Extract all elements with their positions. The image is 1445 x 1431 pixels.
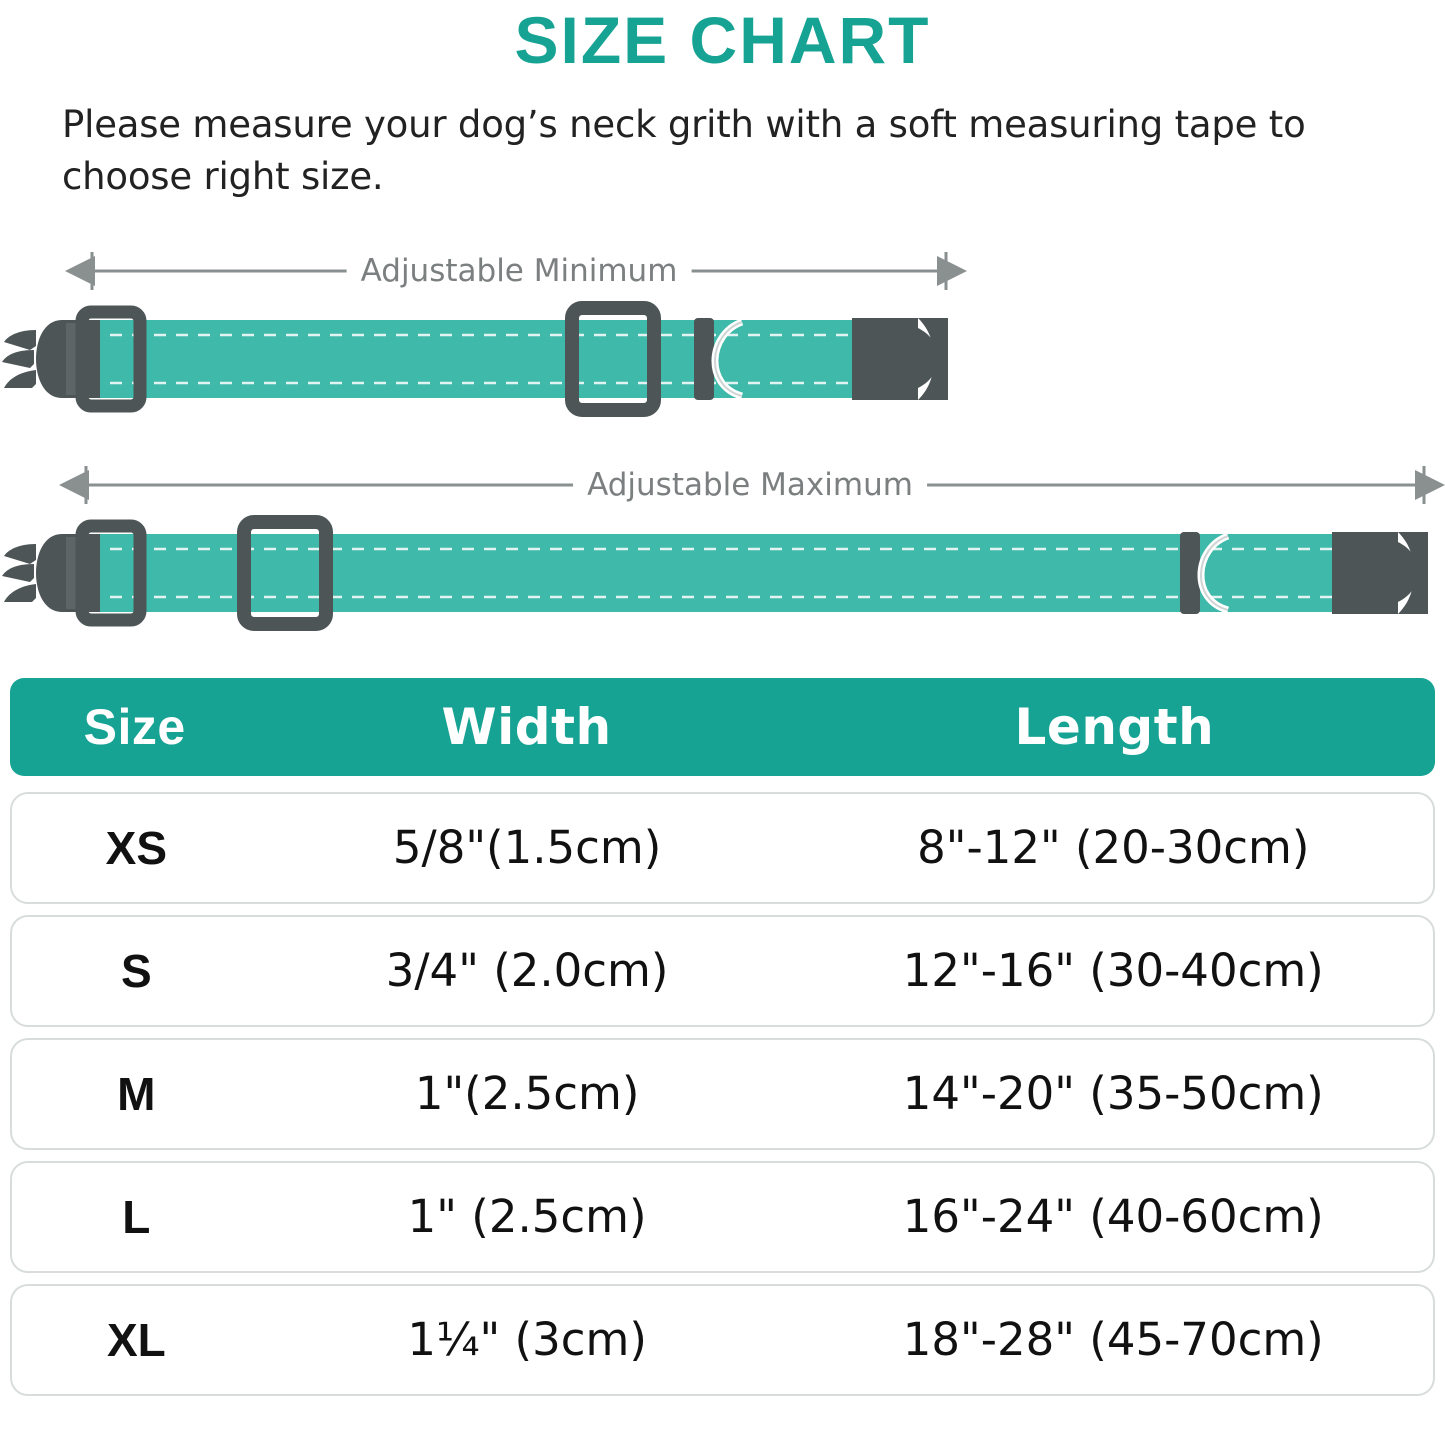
column-header-width: Width [441,697,612,756]
table-row [10,1284,1435,1396]
page-title: SIZE CHART [514,3,931,77]
collar-maximum [2,522,1428,624]
column-header-size: Size [83,698,186,755]
keeper-loop-max [1180,532,1200,614]
label-adjustable-minimum: Adjustable Minimum [347,253,692,289]
buckle-right-max [1332,532,1428,614]
cell-size: XS [105,821,168,874]
cell-length: 18"-28" (45-70cm) [902,1313,1324,1367]
cell-width: 1¼" (3cm) [407,1313,647,1367]
collar-diagrams [0,238,1445,668]
cell-size: XL [106,1313,166,1366]
table-row [10,1161,1435,1273]
table-row [10,1038,1435,1150]
label-adjustable-maximum: Adjustable Maximum [573,467,927,503]
cell-width: 5/8"(1.5cm) [392,821,662,875]
keeper-loop-min [694,318,714,400]
cell-size: M [117,1067,156,1120]
cell-width: 1"(2.5cm) [414,1067,640,1121]
table-row [10,915,1435,1027]
cell-length: 16"-24" (40-60cm) [902,1190,1324,1244]
cell-size: S [120,944,152,997]
column-header-length: Length [1014,697,1215,756]
cell-size: L [122,1190,151,1243]
size-table [10,668,1435,1396]
table-header-row [10,678,1435,776]
buckle-right-min [852,318,948,400]
cell-width: 1" (2.5cm) [407,1190,647,1244]
cell-length: 8"-12" (20-30cm) [917,821,1310,875]
cell-width: 3/4" (2.0cm) [385,944,669,998]
cell-length: 14"-20" (35-50cm) [902,1067,1324,1121]
collar-minimum [2,308,948,410]
table-row [10,792,1435,904]
collar-diagram-svg [0,238,1445,668]
cell-length: 12"-16" (30-40cm) [902,944,1324,998]
instruction-text: Please measure your dog’s neck grith with a soft measuring tape to choose right size. [62,102,1306,199]
